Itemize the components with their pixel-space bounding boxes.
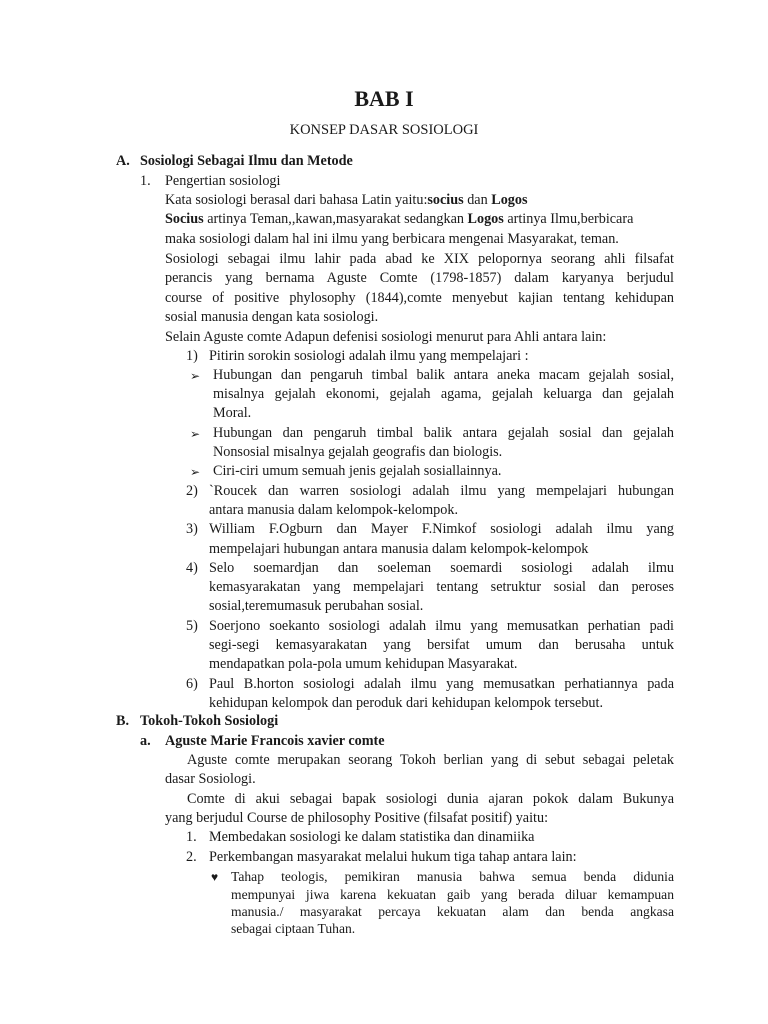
def-4-line: kemasyarakatan yang mempelajari tentang setruktur sosial dan peroses <box>209 579 674 595</box>
def-1-text: Pitirin sorokin sosiologi adalah ilmu yang mempelajari : <box>209 348 529 364</box>
para-b-line: yang berjudul Course de philosophy Positive (filsafat positif) yaitu: <box>165 810 549 826</box>
tahap-line: Tahap teologis, pemikiran manusia bahwa semua benda didunia <box>231 869 674 884</box>
n-1-text: Membedakan sosiologi ke dalam statistika dan dinamiika <box>209 829 535 845</box>
def-5-marker: 5) <box>186 618 198 634</box>
def-3-line: William F.Ogburn dan Mayer F.Nimkof sosiologi adalah ilmu yang <box>209 521 674 537</box>
def-6-line: kehidupan kelompok dan peroduk dari kehidupan kelompok tersebut. <box>209 695 604 711</box>
para-a-line: dasar Sosiologi. <box>165 771 256 787</box>
n-2-text: Perkembangan masyarakat melalui hukum tiga tahap antara lain: <box>209 849 577 865</box>
para1-line: course of positive phylosophy (1844),comte menyebut kajian tentang kehidupan <box>165 290 674 306</box>
chapter-subtitle: KONSEP DASAR SOSIOLOGI <box>289 122 479 138</box>
def-2-line: `Roucek dan warren sosiologi adalah ilmu yang mempelajari hubungan <box>209 483 674 499</box>
item-1-text: Pengertian sosiologi <box>165 173 281 189</box>
bullet-1-line: misalnya gejalah ekonomi, gejalah agama, gejalah keluarga dan gejalah <box>213 386 674 402</box>
para-a-line: Aguste comte merupakan seorang Tokoh berlian yang di sebut sebagai peletak <box>187 752 674 768</box>
maka-line: maka sosiologi dalam hal ini ilmu yang berbicara mengenai Masyarakat, teman. <box>165 231 619 247</box>
bullet-1-line: Hubungan dan pengaruh timbal balik antara aneka macam gejalah sosial, <box>213 367 674 383</box>
def-5-line: Soerjono soekanto sosiologi adalah ilmu yang memusatkan perhatian padi <box>209 618 674 634</box>
def-2-line: antara manusia dalam kelompok-kelompok. <box>209 502 458 518</box>
item-1-marker: 1. <box>140 173 151 189</box>
def-6-line: Paul B.horton sosiologi adalah ilmu yang memusatkan perhatiannya pada <box>209 676 674 692</box>
def-5-line: segi-segi kemasyarakatan yang bersifat umum dan berusaha untuk <box>209 637 674 653</box>
arrow-bullet-icon: ➢ <box>190 465 201 479</box>
socius-line: Socius artinya Teman,,kawan,masyarakat sedangkan Logos artinya Ilmu,berbicara <box>165 211 634 227</box>
bullet-2-line: Nonsosial misalnya gejalah geografis dan biologis. <box>213 444 503 460</box>
section-a-marker: A. <box>116 153 130 169</box>
n-1-marker: 1. <box>186 829 197 845</box>
arrow-bullet-icon: ➢ <box>190 369 201 383</box>
para-b-line: Comte di akui sebagai bapak sosiologi dunia ajaran pokok dalam Bukunya <box>187 791 674 807</box>
selain-line: Selain Aguste comte Adapun defenisi sosiologi menurut para Ahli antara lain: <box>165 329 607 345</box>
n-2-marker: 2. <box>186 849 197 865</box>
para1-line: perancis yang bernama Aguste Comte (1798-1857) dalam karyanya berjudul <box>165 270 674 286</box>
bullet-2-line: Hubungan dan pengaruh timbal balik antara gejalah sosial dan gejalah <box>213 425 674 441</box>
def-5-line: mendapatkan pola-pola umum kehidupan Masyarakat. <box>209 656 518 672</box>
para1-line: Sosiologi sebagai ilmu lahir pada abad ke XIX pelopornya seorang ahli filsafat <box>165 251 674 267</box>
bullet-1-line: Moral. <box>213 405 252 421</box>
def-3-line: mempelajari hubungan antara manusia dalam kelompok-kelompok <box>209 541 589 557</box>
section-b-heading: Tokoh-Tokoh Sosiologi <box>140 713 279 729</box>
bullet-3-line: Ciri-ciri umum semuah jenis gejalah sosiallainnya. <box>213 463 502 479</box>
def-2-marker: 2) <box>186 483 198 499</box>
def-1-marker: 1) <box>186 348 198 364</box>
tahap-line: sebagai ciptaan Tuhan. <box>231 921 356 936</box>
tahap-line: manusia./ masyarakat percaya kekuatan alam dan benda angkasa <box>231 904 674 919</box>
para1-line: sosial manusia dengan kata sosiologi. <box>165 309 379 325</box>
section-a-heading: Sosiologi Sebagai Ilmu dan Metode <box>140 153 353 169</box>
def-4-line: sosial,teremumasuk perubahan sosial. <box>209 598 424 614</box>
tahap-line: mempunyai jiwa karena kekuatan gaib yang berada diluar kemampuan <box>231 887 674 902</box>
def-6-marker: 6) <box>186 676 198 692</box>
sub-a-marker: a. <box>140 733 151 749</box>
def-3-marker: 3) <box>186 521 198 537</box>
section-b-marker: B. <box>116 713 130 729</box>
chapter-title: BAB I <box>354 86 414 111</box>
heart-bullet-icon: ♥ <box>211 870 219 884</box>
sub-a-heading: Aguste Marie Francois xavier comte <box>165 733 385 749</box>
def-4-line: Selo soemardjan dan soeleman soemardi sosiologi adalah ilmu <box>209 560 674 576</box>
arrow-bullet-icon: ➢ <box>190 427 201 441</box>
kata-line: Kata sosiologi berasal dari bahasa Latin yaitu:socius dan Logos <box>165 192 528 208</box>
def-4-marker: 4) <box>186 560 198 576</box>
